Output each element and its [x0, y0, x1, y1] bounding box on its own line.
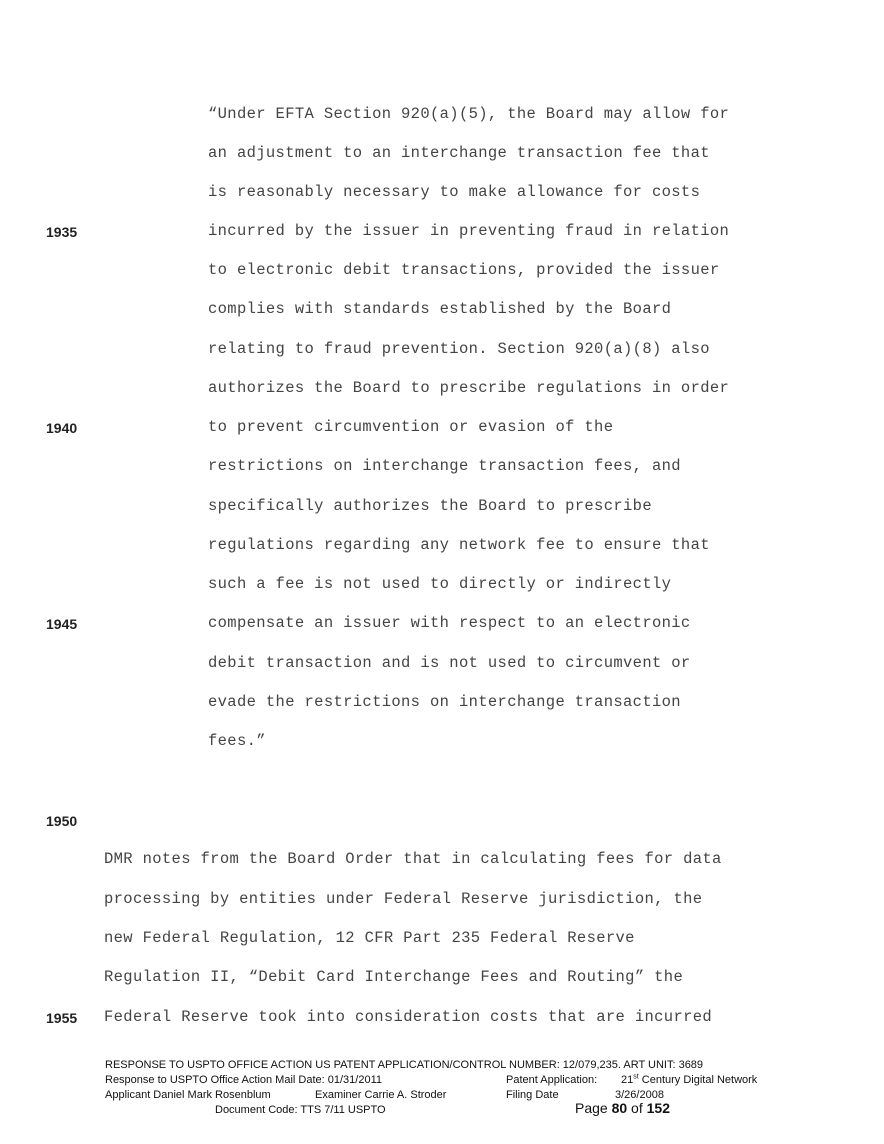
body-line: Regulation II, “Debit Card Interchange Fees and Routing” the [104, 968, 684, 986]
line-number: 1935 [46, 224, 78, 240]
quote-line: compensate an issuer with respect to an electronic [208, 614, 691, 632]
line-number: 1955 [46, 1010, 78, 1026]
footer-patent-application-label: Patent Application: [506, 1074, 598, 1086]
quote-line: evade the restrictions on interchange transaction [208, 693, 681, 711]
body-line: DMR notes from the Board Order that in calculating fees for data [104, 850, 722, 868]
quote-line: to prevent circumvention or evasion of the [208, 418, 614, 436]
body-line: processing by entities under Federal Reserve jurisdiction, the [104, 890, 703, 908]
line-number: 1940 [46, 420, 78, 436]
page-number: Page 80 of 152 [575, 1100, 670, 1116]
line-number: 1945 [46, 616, 78, 632]
footer-filing-date: 3/26/2008 [615, 1089, 664, 1101]
quote-line: “Under EFTA Section 920(a)(5), the Board may allow for [208, 105, 730, 123]
quote-line: restrictions on interchange transaction fees, and [208, 457, 681, 475]
quote-line: complies with standards established by the Board [208, 300, 672, 318]
quote-line: regulations regarding any network fee to ensure that [208, 536, 710, 554]
footer-patent-application-title: 21st Century Digital Network [621, 1073, 758, 1086]
body-line: Federal Reserve took into consideration costs that are incurred [104, 1008, 713, 1026]
footer-response-date: Response to USPTO Office Action Mail Date: 01/31/2011 [105, 1074, 382, 1086]
quote-line: relating to fraud prevention. Section 920(a)(8) also [208, 340, 710, 358]
quote-line: fees.” [208, 732, 266, 750]
footer-applicant: Applicant Daniel Mark Rosenblum [105, 1089, 271, 1101]
quote-line: incurred by the issuer in preventing fraud in relation [208, 222, 730, 240]
footer-examiner: Examiner Carrie A. Stroder [315, 1089, 447, 1101]
quote-line: debit transaction and is not used to circumvent or [208, 654, 691, 672]
quote-line: authorizes the Board to prescribe regulations in order [208, 379, 730, 397]
footer-response-header: RESPONSE TO USPTO OFFICE ACTION US PATENT APPLICATION/CONTROL NUMBER: 12/079,235. ART UNIT: 3689 [105, 1059, 704, 1071]
line-number: 1950 [46, 813, 78, 829]
quote-line: such a fee is not used to directly or indirectly [208, 575, 672, 593]
body-line: new Federal Regulation, 12 CFR Part 235 Federal Reserve [104, 929, 635, 947]
quote-line: is reasonably necessary to make allowance for costs [208, 183, 701, 201]
footer-filing-date-label: Filing Date [506, 1089, 559, 1101]
footer-document-code: Document Code: TTS 7/11 USPTO [215, 1104, 386, 1116]
quote-line: specifically authorizes the Board to prescribe [208, 497, 652, 515]
page-footer [105, 1058, 805, 1118]
quote-line: to electronic debit transactions, provided the issuer [208, 261, 720, 279]
quote-line: an adjustment to an interchange transaction fee that [208, 144, 710, 162]
